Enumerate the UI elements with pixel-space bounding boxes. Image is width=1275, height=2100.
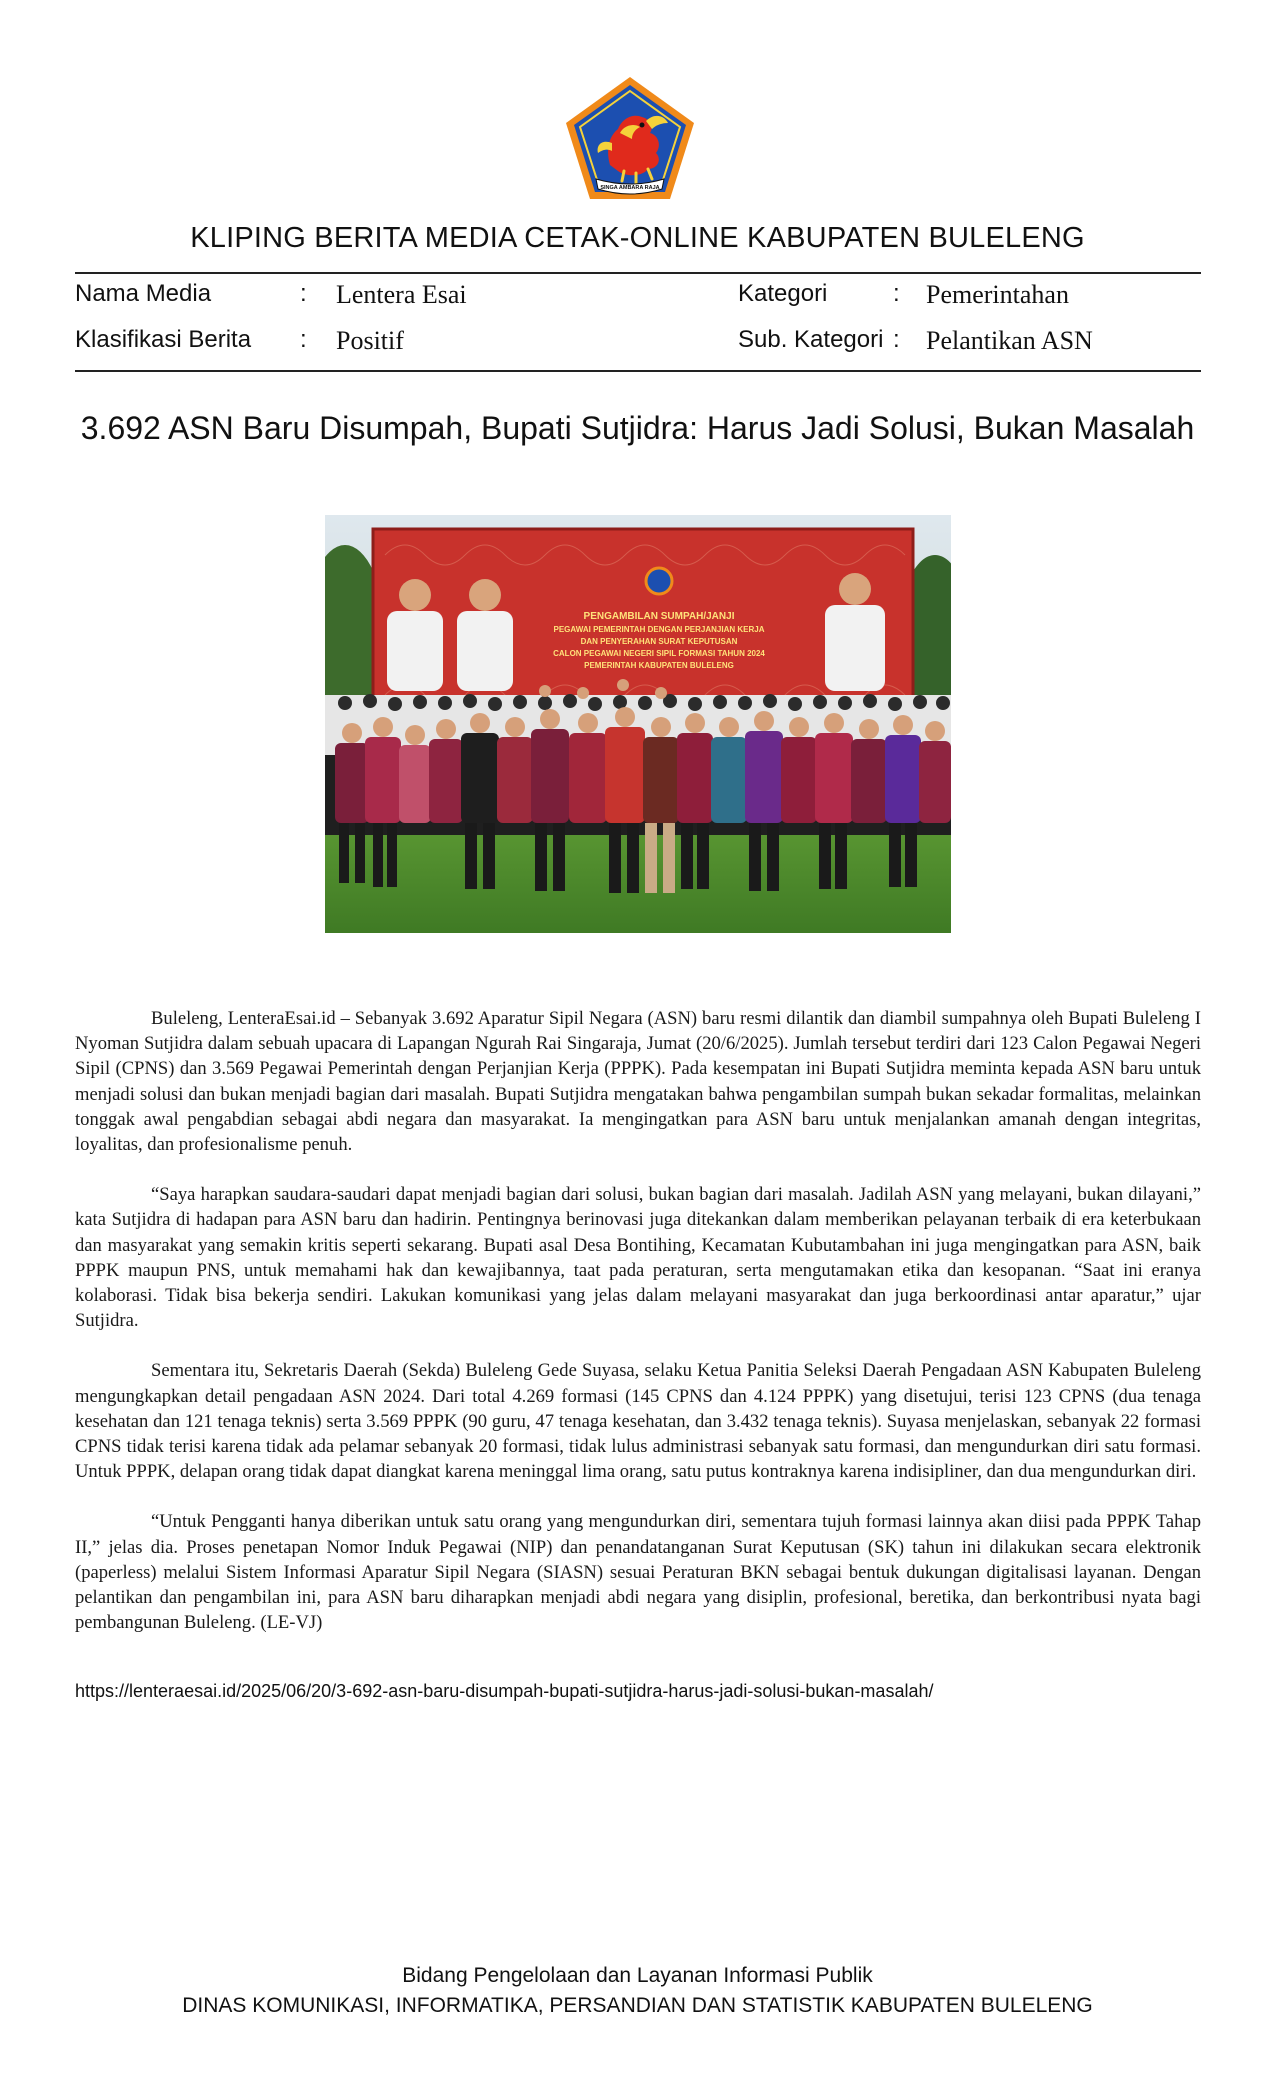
kabupaten-logo bbox=[562, 73, 698, 203]
subkategori-value: Pelantikan ASN bbox=[926, 326, 1093, 355]
header-divider-bottom bbox=[75, 370, 1201, 372]
kategori-value: Pemerintahan bbox=[926, 280, 1069, 309]
source-url[interactable]: https://lenteraesai.id/2025/06/20/3-692-asn-baru-disumpah-bupati-sutjidra-harus-jadi-solusi-bukan-masalah/ bbox=[75, 1681, 934, 1701]
article-paragraph-3: Sementara itu, Sekretaris Daerah (Sekda) Buleleng Gede Suyasa, selaku Ketua Panitia Seleksi Daerah Pengadaan ASN Kabupaten Buleleng mengungkapkan detail pengadaan ASN 2024. Dari total 4.269 formasi (145 CPNS dan 4.124 PPPK) yang disetujui, terisi 123 CPNS (dua tenaga kesehatan dan 121 tenaga teknis) serta 3.569 PPPK (90 guru, 47 tenaga kesehatan, dan 3.432 tenaga teknis). Suyasa menjelaskan, sebanyak 22 formasi CPNS tidak terisi karena tidak ada pelamar sebanyak 20 formasi, tidak lulus administrasi sebanyak satu formasi, dan mengundurkan diri satu formasi. Untuk PPPK, delapan orang tidak dapat diangkat karena meninggal lima orang, satu putus kontraknya karena indisipliner, dan dua mengundurkan diri. bbox=[75, 1360, 1201, 1483]
header-title: KLIPING BERITA MEDIA CETAK-ONLINE KABUPATEN BULELENG bbox=[190, 222, 1085, 254]
banner-line-1: PENGAMBILAN SUMPAH/JANJI bbox=[583, 611, 735, 622]
subkategori-label: Sub. Kategori bbox=[738, 326, 884, 353]
media-value: Lentera Esai bbox=[336, 280, 467, 309]
article-paragraph-2: “Saya harapkan saudara-saudari dapat menjadi bagian dari solusi, bukan bagian dari masalah. Jadilah ASN yang melayani, bukan dilayani,” kata Sutjidra di hadapan para ASN baru dan hadirin. Pentingnya berinovasi juga ditekankan dalam memberikan pelayanan terbaik di era keterbukaan dan masyarakat yang semakin kritis seperti sekarang. Bupati asal Desa Bontihing, Kecamatan Kubutambahan ini juga mengingatkan para ASN, baik PPPK maupun PNS, untuk memahami hak dan kewajibannya, taat pada peraturan, serta mengutamakan etika dan kesopanan. “Saat ini eranya kolaborasi. Tidak bisa bekerja sendiri. Lakukan komunikasi yang jelas dalam melayani masyarakat dan juga berkoordinasi antar aparatur,” ujar Sutjidra. bbox=[75, 1184, 1201, 1332]
header-divider-top bbox=[75, 272, 1201, 274]
klasifikasi-value: Positif bbox=[336, 326, 404, 355]
article-paragraph-1: Buleleng, LenteraEsai.id – Sebanyak 3.692 Aparatur Sipil Negara (ASN) baru resmi dilantik dan diambil sumpahnya oleh Bupati Buleleng I Nyoman Sutjidra dalam sebuah upacara di Lapangan Ngurah Rai Singaraja, Jumat (20/6/2025). Jumlah tersebut terdiri dari 123 Calon Pegawai Negeri Sipil (CPNS) dan 3.569 Pegawai Pemerintah dengan Perjanjian Kerja (PPPK). Pada kesempatan ini Bupati Sutjidra meminta kepada ASN baru untuk menjadi solusi dan bukan menjadi bagian dari masalah. Bupati Sutjidra mengatakan bahwa pengambilan sumpah bukan sekadar formalitas, melainkan tonggak awal pengabdian sebagai abdi negara dan masyarakat. Ia mengingatkan para ASN baru untuk menjalankan amanah dengan integritas, loyalitas, dan profesionalisme penuh. bbox=[75, 1008, 1201, 1156]
banner-line-3: DAN PENYERAHAN SURAT KEPUTUSAN bbox=[580, 637, 738, 646]
article-title: 3.692 ASN Baru Disumpah, Bupati Sutjidra: Harus Jadi Solusi, Bukan Masalah bbox=[80, 410, 1195, 446]
klasifikasi-label: Klasifikasi Berita bbox=[75, 326, 252, 353]
klasifikasi-separator: : bbox=[300, 326, 307, 353]
banner-line-5: PEMERINTAH KABUPATEN BULELENG bbox=[584, 661, 734, 670]
article-paragraph-4: “Untuk Pengganti hanya diberikan untuk satu orang yang mengundurkan diri, sementara tujuh formasi lainnya akan diisi pada PPPK Tahap II,” jelas dia. Proses penetapan Nomor Induk Pegawai (NIP) dan penandatanganan Surat Keputusan (SK) tahun ini dilakukan secara elektronik (paperless) melalui Sistem Informasi Aparatur Sipil Negara (SIASN) sesuai Peraturan BKN sebagai bentuk dukungan digitalisasi layanan. Dengan pelantikan dan pengambilan ini, para ASN baru diharapkan menjadi abdi negara yang disiplin, profesional, beretika, dan berkontribusi nyata bagi pembangunan Buleleng. (LE-VJ) bbox=[75, 1511, 1201, 1634]
footer-department: Bidang Pengelolaan dan Layanan Informasi Publik bbox=[402, 1964, 873, 1987]
banner-line-2: PEGAWAI PEMERINTAH DENGAN PERJANJIAN KERJA bbox=[553, 625, 765, 634]
media-separator: : bbox=[300, 280, 307, 307]
kabupaten-buleleng-emblem-icon bbox=[562, 73, 698, 203]
article-photo bbox=[325, 515, 951, 933]
article-body bbox=[75, 1006, 1201, 1660]
banner-line-4: CALON PEGAWAI NEGERI SIPIL FORMASI TAHUN 2024 bbox=[553, 649, 765, 658]
media-label: Nama Media bbox=[75, 280, 212, 307]
kategori-label: Kategori bbox=[738, 280, 828, 307]
footer-agency: DINAS KOMUNIKASI, INFORMATIKA, PERSANDIAN DAN STATISTIK KABUPATEN BULELENG bbox=[182, 1994, 1093, 2017]
logo-motto: SINGA AMBARA RAJA bbox=[600, 185, 660, 191]
kategori-separator: : bbox=[893, 280, 900, 307]
subkategori-separator: : bbox=[893, 326, 900, 353]
ceremony-photo-icon bbox=[325, 515, 951, 933]
